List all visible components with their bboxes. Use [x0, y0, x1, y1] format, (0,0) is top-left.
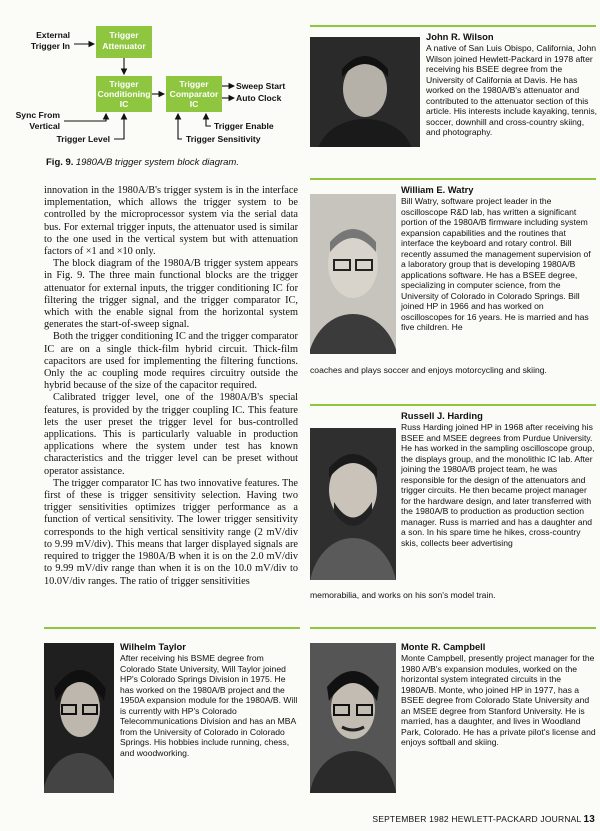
attenuator-label-2: Attenuator: [102, 41, 146, 51]
trigger-level-label: Trigger Level: [56, 134, 110, 144]
figure-caption-text: 1980A/B trigger system block diagram.: [75, 157, 239, 168]
comparator-label-2: Comparator: [169, 89, 219, 99]
trigger-sensitivity-label: Trigger Sensitivity: [186, 134, 261, 144]
sync-from-vertical-label-1: Sync From: [15, 110, 60, 120]
portrait-photo: [310, 643, 396, 793]
conditioning-label-1: Trigger: [109, 79, 139, 89]
bio-text: A native of San Luis Obispo, California, John Wilson joined Hewlett-Packard in 1978 after receiving his BSEE degree from the University of California at Davis. He has worked on the 1980A/B's attenuator and contributed to the attenuator section of this article. His interests include kayaking, tennis, soccer, downhill and cross-country skiing, and photography.: [426, 43, 597, 137]
bio-text: Monte Campbell, presently project manager for the 1980 A/B's expansion modules, worked on the horizontal system integrated circuits in the 1980A/B. Monte, who joined HP in 1977, has a BSEE degree from Colorado State University and an MSEE degree from Stanford University. He is married, has a daughter, and lives in Woodland Park, Colorado. He has a private pilot's license and enjoys softball and skiing.: [401, 653, 596, 747]
comparator-label-3: IC: [189, 99, 199, 109]
bio-text: After receiving his BSME degree from Colorado State University, Will Taylor joined HP's Colorado Springs Division in 1975. He has worked on the 1980A/B project and the 1950A expansion module for the 1980A/B. Will is currently with HP's Colorado Telecommunications Division and has an MBA from the University of Colorado in Colorado Springs. His hobbies include running, chess, and woodworking.: [120, 653, 298, 758]
page-footer: [350, 814, 595, 825]
external-trigger-label-2: Trigger In: [30, 41, 70, 51]
bio-name: Wilhelm Taylor: [120, 641, 186, 652]
section-rule: [310, 25, 596, 27]
bio-wilson: [310, 25, 596, 165]
body-paragraph: innovation in the 1980A/B's trigger system is in the interface implementation, which allows the trigger system to be controlled by the microprocessor system via the serial data bus. For external trigger inputs, the attenuator used is similar to the one used in the vertical system but with attenuation factors of ×1 and ×10 only.: [44, 185, 298, 258]
bio-watry: [310, 178, 596, 383]
bio-name: Monte R. Campbell: [401, 641, 486, 652]
section-rule: [44, 627, 300, 629]
conditioning-label-3: IC: [119, 99, 129, 109]
section-rule: [310, 178, 596, 180]
body-paragraph: The block diagram of the 1980A/B trigger system appears in Fig. 9. The three main functional blocks are the trigger attenuator for external inputs, the trigger conditioning IC for filtering the trigger signal, and the trigger comparator IC, which with the enable signal from the horizontal system generates the start-of-sweep signal.: [44, 258, 298, 331]
attenuator-label-1: Trigger: [109, 30, 139, 40]
external-trigger-label-1: External: [36, 30, 70, 40]
portrait-photo: [310, 428, 396, 580]
section-rule: [310, 627, 596, 629]
bio-harding: [310, 404, 596, 609]
bio-text-continued: coaches and plays soccer and enjoys motorcycling and skiing.: [310, 365, 547, 375]
body-paragraph: Both the trigger conditioning IC and the trigger comparator IC are on a single thick-film hybrid circuit. Thick-film capacitors are used for implementing the filtering functions. Only the ac coupling mode requires circuitry outside the hybrid because of the size of the capacitor required.: [44, 331, 298, 392]
bio-text-continued: memorabilia, and works on his son's model train.: [310, 590, 496, 600]
page-number: 13: [583, 814, 595, 825]
bio-text: Bill Watry, software project leader in the oscilloscope R&D lab, has written a significant portion of the 1980A/B firmware including system expansion capabilities and the routines that interface the keyboard and rotary control. Bill recently assumed the management supervision of a laboratory group that is developing 1980A/B applications software. He has a BSEE degree, specializing in computer science, from the University of Colorado in Colorado Springs. Bill joined HP in 1966 and has worked on oscilloscopes for 16 years. He is married and has five children. He: [401, 196, 591, 332]
sweep-start-label: Sweep Start: [236, 81, 286, 91]
bio-text: Russ Harding joined HP in 1968 after receiving his BSEE and MSEE degrees from Purdue University. He has worked in the sampling oscilloscope group, the displays group, and the monolithic IC lab. After joining the 1980A/B project team, he was responsible for the design of the attenuators and trigger circuits. He then became project manager for the hardware design, and later transferred with the 1980A/B to production as production section manager. Russ is married and has a daughter and a son. In his spare time he hikes, cross-country skis, collects beer advertising: [401, 422, 595, 548]
bio-campbell: [310, 627, 596, 807]
bio-name: Russell J. Harding: [401, 410, 483, 421]
article-body: [44, 185, 298, 588]
section-rule: [310, 404, 596, 406]
auto-clock-label: Auto Clock: [236, 93, 282, 103]
comparator-label-1: Trigger: [179, 79, 209, 89]
bio-name: William E. Watry: [401, 184, 474, 195]
trigger-enable-label: Trigger Enable: [214, 121, 274, 131]
portrait-photo: [310, 194, 396, 354]
bio-name: John R. Wilson: [426, 31, 494, 42]
footer-journal: SEPTEMBER 1982 HEWLETT-PACKARD JOURNAL: [372, 814, 582, 824]
portrait-photo: [310, 37, 420, 147]
sync-from-vertical-label-2: Vertical: [29, 121, 60, 131]
conditioning-label-2: Conditioning: [97, 89, 151, 99]
body-paragraph: The trigger comparator IC has two innovative features. The first of these is trigger sensitivity selection. Having two trigger sensitivities optimizes trigger performance as a function of vertical sensitivity. The lower trigger sensitivity corresponds to the high vertical sensitivity range (2 mV/div to 9.99 mV/div). This means that larger displayed signals are required to trigger the 1980A/B when it is on the 2.0 mV/div to 9.99 mV/div range than when it is on the 10.0 mV/div to 10.0V/div ranges. The ratio of trigger sensitivities: [44, 477, 298, 587]
trigger-block-diagram: [6, 4, 296, 154]
portrait-photo: [44, 643, 114, 793]
bio-taylor: [44, 627, 300, 807]
figure-number: Fig. 9.: [46, 157, 74, 168]
figure-caption: [46, 157, 239, 168]
body-paragraph: Calibrated trigger level, one of the 1980A/B's special features, is provided by the trigger coupling IC. This feature lets the user preset the trigger level for bus-controlled applications. This is particularly valuable in production applications where the system under test has known characteristics and the trigger level can be preset without operator assistance.: [44, 392, 298, 477]
